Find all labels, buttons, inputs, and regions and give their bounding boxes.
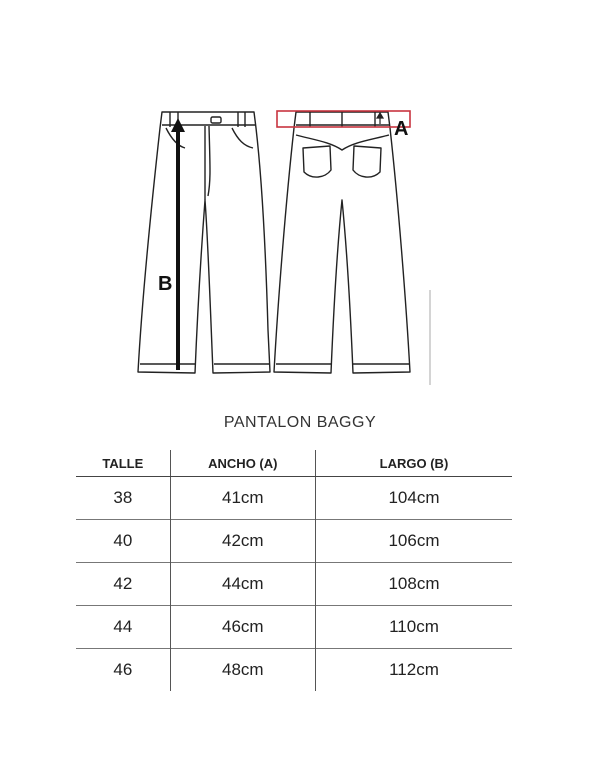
width-cell: 46cm [170, 606, 315, 649]
table-row [76, 606, 512, 649]
size-table [76, 450, 512, 691]
table-row [76, 520, 512, 563]
table-row [76, 563, 512, 606]
header-ancho: ANCHO (A) [170, 450, 315, 477]
size-cell: 42 [76, 563, 170, 606]
width-cell: 41cm [170, 477, 315, 520]
width-cell: 44cm [170, 563, 315, 606]
length-cell: 112cm [315, 649, 512, 692]
product-title: PANTALON BAGGY [223, 414, 377, 431]
size-cell: 40 [76, 520, 170, 563]
table-row [76, 477, 512, 520]
header-talle: TALLE [76, 450, 170, 477]
pants-front-view [138, 112, 270, 373]
width-cell: 42cm [170, 520, 315, 563]
size-cell: 44 [76, 606, 170, 649]
label-a: A [394, 118, 409, 140]
table-header-row [76, 450, 512, 477]
width-cell: 48cm [170, 649, 315, 692]
header-largo: LARGO (B) [315, 450, 512, 477]
pants-back-view [274, 112, 410, 373]
length-cell: 110cm [315, 606, 512, 649]
length-arrow-b [171, 118, 185, 370]
label-b: B [158, 273, 173, 295]
size-cell: 38 [113, 488, 133, 507]
length-cell: 106cm [315, 520, 512, 563]
length-cell: 108cm [315, 563, 512, 606]
size-cell: 46 [76, 649, 170, 692]
width-arrow-a [377, 113, 383, 124]
length-cell: 104cm [315, 477, 512, 520]
table-row [76, 649, 512, 692]
